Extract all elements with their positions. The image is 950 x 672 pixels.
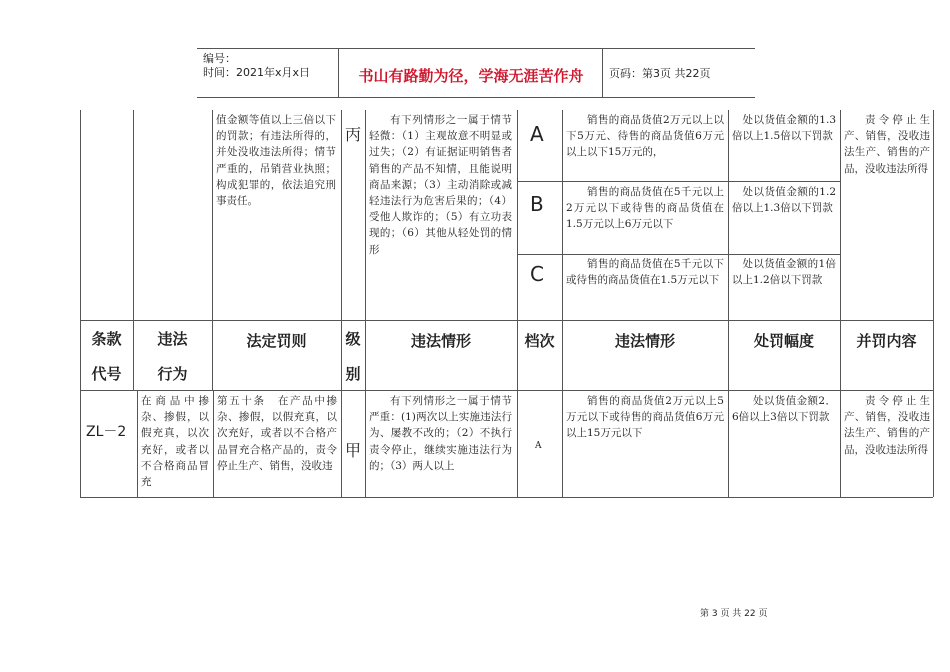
grade-a-bottom: A [535,441,542,451]
grade-c: C [530,262,544,286]
grade-b: B [530,192,544,216]
situation-severe: 有下列情形之一属于情节严重：(1)两次以上实施违法行为、屡教不改的；（2）不执行责令停止，继续实施违法行为的；（3）两人以上 [369,395,512,472]
header-meta [203,52,310,80]
penalty-rule-cont: 值金额等值以上三倍以下的罚款；有违法所得的，并处没收违法所得；情节严重的，吊销营业执照；构成犯罪的，依法追究刑事责任。 [216,114,336,208]
document-date-label: 时间：2021年x月x日 [203,66,311,79]
grade-a: A [530,122,544,146]
document-number-label: 编号： [203,52,236,65]
combined-penalty-bottom: 责令停止生产、销售，没收违法生产、销售的产品，没收违法所得 [844,395,930,456]
illegal-act: 在商品中掺杂、掺假，以假充真，以次充好，或者以不合格商品冒充 [141,395,209,489]
col-header-rule: 法定罚则 [246,332,307,350]
grade-c-penalty: 处以货值金额的1倍以上1.2倍以下罚款 [732,258,836,287]
page-footer: 第 3 页 共 22 页 [700,609,768,619]
legal-penalty-rule: 第五十条 在产品中掺杂、掺假，以假充真，以次充好，或者以不合格产品冒充合格产品的，责令停止生产、销售，没收违 [217,395,337,472]
grade-b-penalty: 处以货值金额的1.2倍以上1.3倍以下罚款 [732,186,836,215]
col-header-level: 级 别 [345,330,361,383]
combined-penalty-top: 责令停止生产、销售，没收违法生产、销售的产品，没收违法所得 [844,114,930,175]
header-motto: 书山有路勤为径，学海无涯苦作舟 [358,67,584,85]
grade-a-bottom-situation: 销售的商品货值2万元以上5万元以下或待售的商品货值6万元以上15万元以下 [566,395,724,440]
clause-code: ZL－2 [86,424,127,440]
header-page-info: 页码：第3页 共22页 [609,67,711,80]
grade-a-penalty: 处以货值金额的1.3倍以上1.5倍以下罚款 [732,114,836,143]
col-header-range: 处罚幅度 [753,332,814,350]
col-header-situation: 违法情形 [410,332,471,350]
grade-c-situation: 销售的商品货值在5千元以下或待售的商品货值在1.5万元以下 [566,258,724,287]
col-header-combined: 并罚内容 [856,332,917,350]
col-header-code: 条款 代号 [91,330,122,383]
level-c: 丙 [345,125,362,144]
col-header-situation-2: 违法情形 [614,332,675,350]
col-header-act: 违法 行为 [157,330,188,383]
situation-light: 有下列情形之一属于情节轻微：（1）主观故意不明显或过失；（2）有证据证明销售者销售的产品不知情，且能说明商品来源；（3）主动消除或减轻违法行为危害后果的；（4）受他人欺诈的；（5）有立功表现的；（6）其他从轻处罚的情形 [369,114,512,256]
grade-b-situation: 销售的商品货值在5千元以上2万元以下或待售的商品货值在1.5万元以上6万元以下 [566,186,724,231]
grade-a-bottom-penalty: 处以货值金额2．6倍以上3倍以下罚款 [732,395,836,424]
grade-a-situation: 销售的商品货值2万元以上以下5万元、待售的商品货值6万元以上以下15万元的， [566,114,724,159]
col-header-grade: 档次 [524,332,555,350]
page-header [197,48,755,98]
level-a: 甲 [345,441,362,460]
